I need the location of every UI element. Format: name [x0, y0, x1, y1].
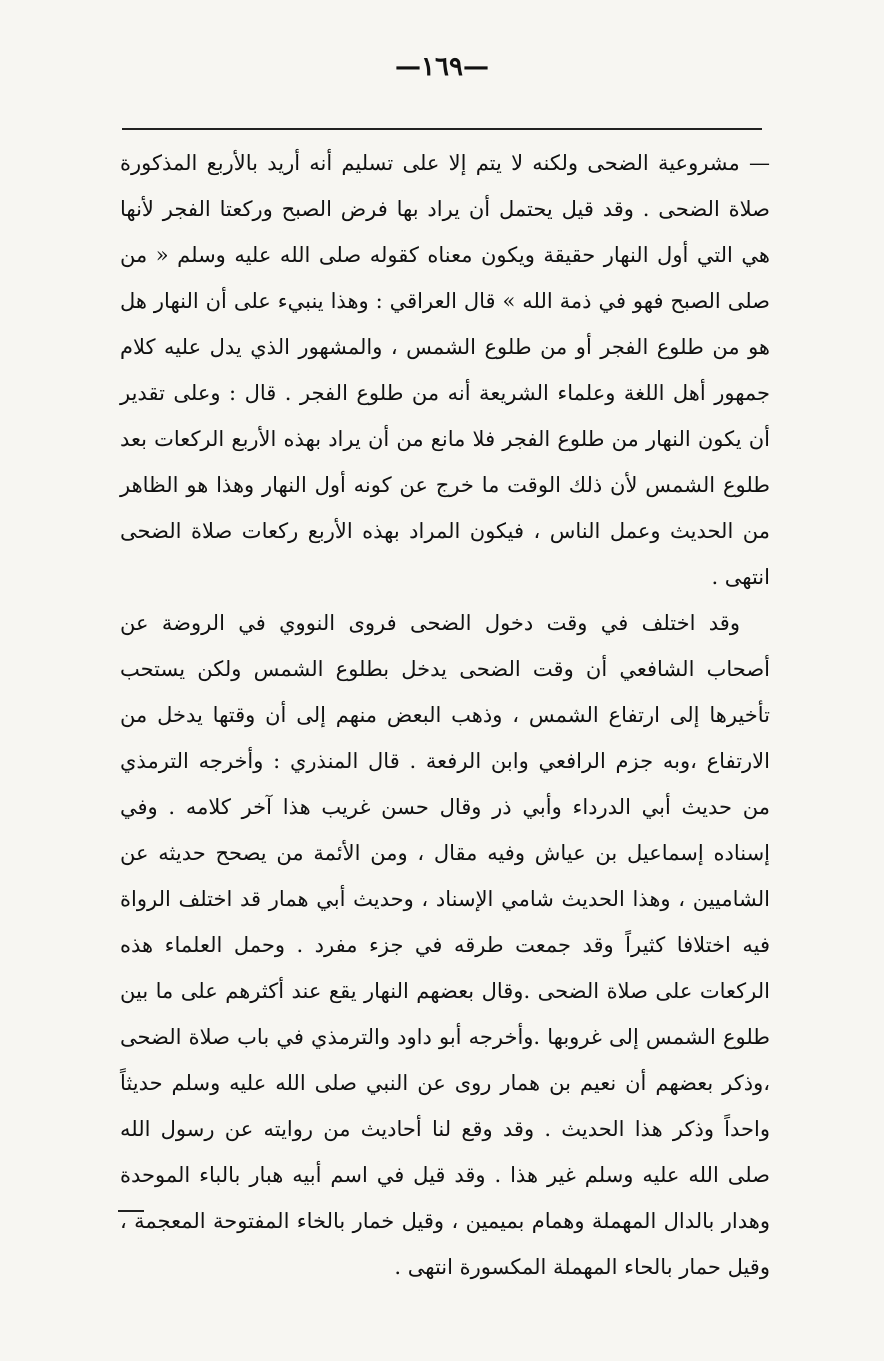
body-text	[120, 140, 770, 1290]
page-number: —١٦٩—	[395, 52, 489, 82]
paragraph: — مشروعية الضحى ولكنه لا يتم إلا على تسليم أنه أريد بالأربع المذكورة صلاة الضحى . وقد قيل يحتمل أن يراد بها فرض الصبح وركعتا الفجر لأنها هي التي أول النهار حقيقة ويكون معناه كقوله صلى الله عليه وسلم « من صلى الصبح فهو في ذمة الله » قال العراقي : وهذا ينبيء على أن النهار هل هو من طلوع الفجر أو من طلوع الشمس ، والمشهور الذي يدل عليه كلام جمهور أهل اللغة وعلماء الشريعة أنه من طلوع الفجر . قال : وعلى تقدير أن يكون النهار من طلوع الفجر فلا مانع من أن يراد بهذه الأربع الركعات بعد طلوع الشمس لأن ذلك الوقت ما خرج عن كونه أول النهار وهذا هو الظاهر من الحديث وعمل الناس ، فيكون المراد بهذه الأربع ركعات صلاة الضحى انتهى .	[120, 151, 770, 589]
footnote-dash	[118, 1210, 144, 1212]
header-rule	[122, 128, 762, 130]
paragraph: وقد اختلف في وقت دخول الضحى فروى النووي في الروضة عن أصحاب الشافعي أن وقت الضحى يدخل بطلوع الشمس ولكن يستحب تأخيرها إلى ارتفاع الشمس ، وذهب البعض منهم إلى أن وقتها يدخل من الارتفاع ،وبه جزم الرافعي وابن الرفعة . قال المنذري : وأخرجه الترمذي من حديث أبي الدرداء وأبي ذر وقال حسن غريب هذا آخر كلامه . وفي إسناده إسماعيل بن عياش وفيه مقال ، ومن الأئمة من يصحح حديثه عن الشاميين ، وهذا الحديث شامي الإسناد ، وحديث أبي همار قد اختلف الرواة فيه اختلافا كثيراً وقد جمعت طرقه في جزء مفرد . وحمل العلماء هذه الركعات على صلاة الضحى .وقال بعضهم النهار يقع عند أكثرهم على ما بين طلوع الشمس إلى غروبها .وأخرجه أبو داود والترمذي في باب صلاة الضحى ،وذكر بعضهم أن نعيم بن همار روى عن النبي صلى الله عليه وسلم حديثاً واحداً وذكر هذا الحديث . وقد وقع لنا أحاديث من روايته عن رسول الله صلى الله عليه وسلم غير هذا . وقد قيل في اسم أبيه هبار بالباء الموحدة وهدار بالدال المهملة وهمام بميمين ، وقيل خمار بالخاء المفتوحة المعجمة ، وقيل حمار بالحاء المهملة المكسورة انتهى .	[120, 611, 770, 1279]
